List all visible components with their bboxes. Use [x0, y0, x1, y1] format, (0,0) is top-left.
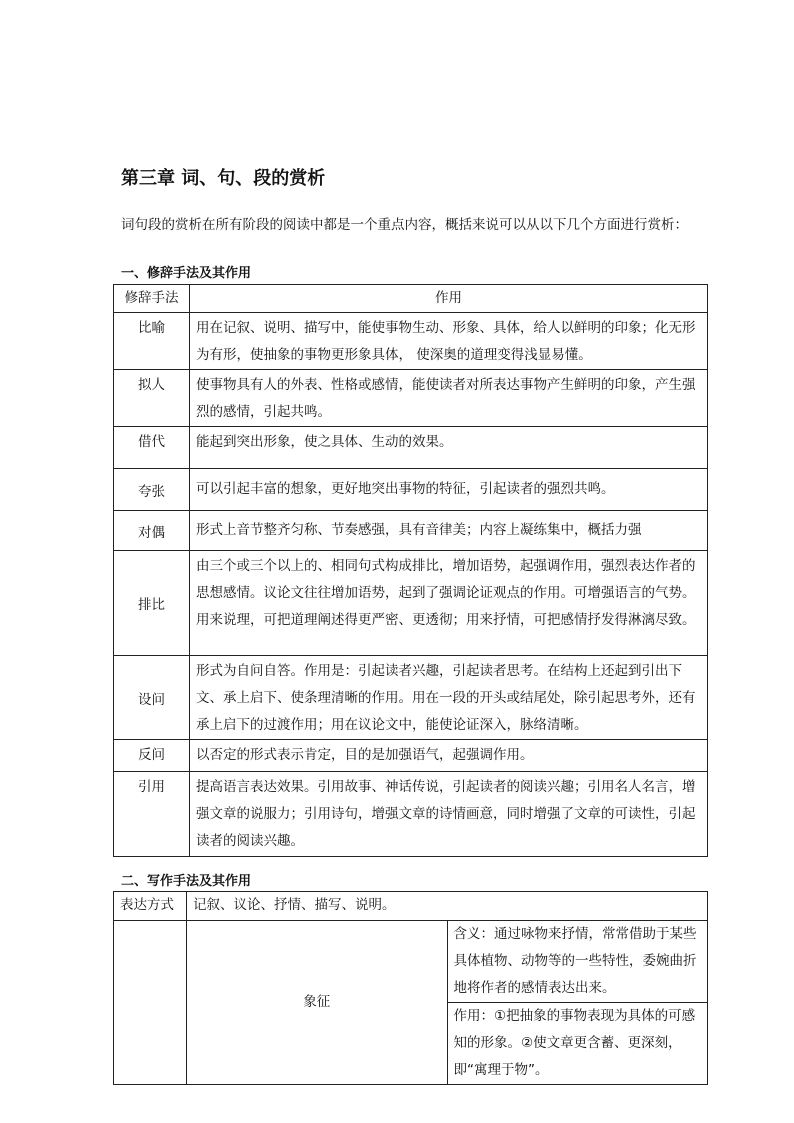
section-heading-writing: 二、写作手法及其作用 — [121, 874, 252, 889]
column-header-device: 修辞手法 — [114, 285, 190, 313]
symbol-meaning: 含义：通过咏物来抒情，常常借助于某些具体植物、动物等的一些特性，委婉曲折地将作者的感情表达出来。 — [447, 921, 708, 1003]
device-effect: 形式上音节整齐匀称、节奏感强，具有音律美；内容上凝练集中，概括力强 — [190, 511, 708, 551]
table-row — [114, 772, 708, 857]
rhetoric-table — [113, 284, 708, 857]
device-name: 拟人 — [114, 370, 190, 427]
device-name: 借代 — [114, 427, 190, 469]
empty-cell — [114, 921, 187, 1085]
device-effect: 形式为自问自答。作用是：引起读者兴趣，引起读者思考。在结构上还起到引出下文、承上启下、使条理清晰的作用。用在一段的开头或结尾处，除引起思考外，还有承上启下的过渡作用；用在议论文中，能使论证深入，脉络清晰。 — [190, 656, 708, 740]
table-row — [114, 921, 708, 1003]
table-row — [114, 313, 708, 370]
device-effect: 以否定的形式表示肯定，目的是加强语气，起强调作用。 — [190, 740, 708, 772]
intro-paragraph: 词句段的赏析在所有阶段的阅读中都是一个重点内容，概括来说可以从以下几个方面进行赏析： — [121, 217, 688, 233]
device-name: 夸张 — [114, 469, 190, 511]
device-name: 反问 — [114, 740, 190, 772]
writing-techniques-table — [113, 891, 708, 1085]
table-row — [114, 511, 708, 551]
device-effect: 提高语言表达效果。引用故事、神话传说，引起读者的阅读兴趣；引用名人名言，增强文章的说服力；引用诗句，增强文章的诗情画意，同时增强了文章的可读性，引起读者的阅读兴趣。 — [190, 772, 708, 857]
symbol-effect: 作用：①把抽象的事物表现为具体的可感知的形象。②使文章更含蓄、更深刻，即“寓理于物”。 — [447, 1003, 708, 1085]
table-row — [114, 427, 708, 469]
table-row — [114, 656, 708, 740]
device-name: 比喻 — [114, 313, 190, 370]
table-row — [114, 370, 708, 427]
symbol-label: 象征 — [187, 921, 448, 1085]
table-row — [114, 740, 708, 772]
column-header-effect: 作用 — [190, 285, 708, 313]
table-header-row — [114, 285, 708, 313]
device-effect: 能起到突出形象，使之具体、生动的效果。 — [190, 427, 708, 469]
device-effect: 由三个或三个以上的、相同句式构成排比，增加语势，起强调作用，强烈表达作者的思想感情。议论文往往增加语势，起到了强调论证观点的作用。可增强语言的气势。用来说理，可把道理阐述得更严密、更透彻；用来抒情，可把感情抒发得淋漓尽致。 — [190, 551, 708, 656]
section-heading-rhetoric: 一、修辞手法及其作用 — [121, 266, 252, 281]
device-name: 对偶 — [114, 511, 190, 551]
device-name: 设问 — [114, 656, 190, 740]
table-row — [114, 892, 708, 921]
expression-value: 记叙、议论、抒情、描写、说明。 — [187, 892, 708, 921]
device-effect: 使事物具有人的外表、性格或感情，能使读者对所表达事物产生鲜明的印象，产生强烈的感情，引起共鸣。 — [190, 370, 708, 427]
chapter-title: 第三章 词、句、段的赏析 — [121, 168, 326, 189]
expression-label: 表达方式 — [114, 892, 187, 921]
device-name: 引用 — [114, 772, 190, 857]
table-row — [114, 551, 708, 656]
device-effect: 可以引起丰富的想象，更好地突出事物的特征，引起读者的强烈共鸣。 — [190, 469, 708, 511]
table-row — [114, 469, 708, 511]
device-name: 排比 — [114, 551, 190, 656]
device-effect: 用在记叙、说明、描写中，能使事物生动、形象、具体，给人以鲜明的印象；化无形为有形，使抽象的事物更形象具体， 使深奥的道理变得浅显易懂。 — [190, 313, 708, 370]
